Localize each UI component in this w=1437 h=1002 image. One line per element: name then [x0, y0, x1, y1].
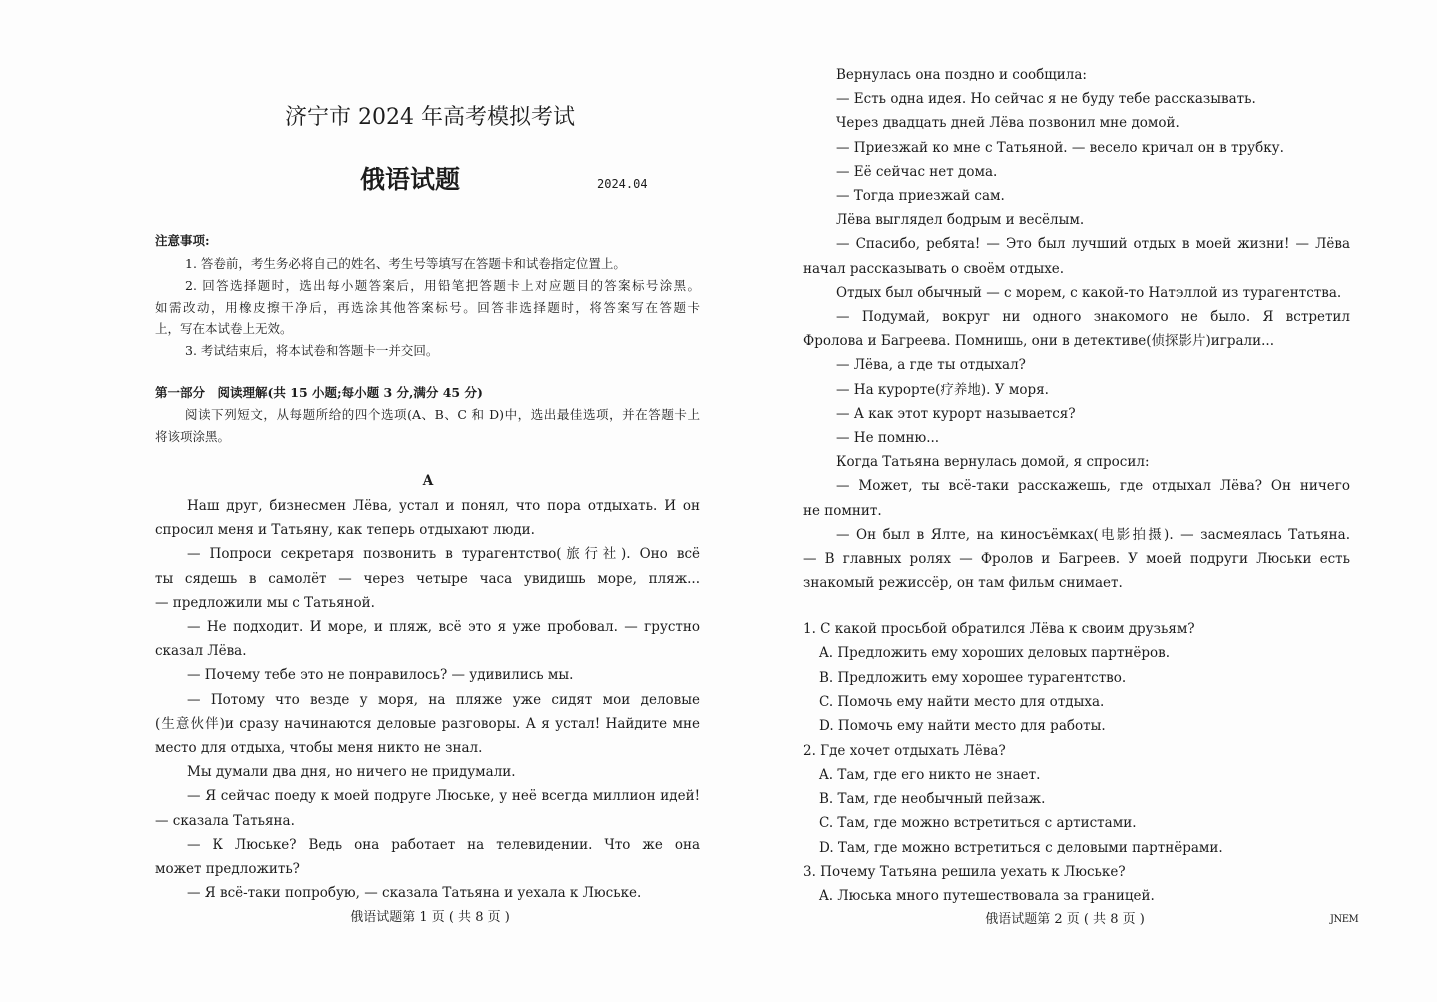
question-text: 2. Где хочет отдыхать Лёва? [803, 742, 1006, 759]
question-text: 3. Почему Татьяна решила уехать к Люське? [803, 864, 1126, 880]
instruction-line: 将该项涂黑。 [155, 429, 231, 444]
passage-line: Мы думали два дня, но ничего не придумали. [187, 764, 516, 781]
answer-option: A. Люська много путешествовала за границей. [819, 888, 1155, 905]
passage-line: не помнит. [803, 502, 882, 519]
notice-line: 3. 考试结束后，将本试卷和答题卡一并交回。 [185, 343, 439, 358]
passage-line: — В главных ролях — Фролов и Багреев. У моей подруги Люськи есть [803, 551, 1350, 567]
passage-line: спросил меня и Татьяну, как теперь отдыхают люди. [155, 522, 535, 539]
page2-footer: 俄语试题第 2 页 ( 共 8 页 ) [985, 912, 1145, 927]
passage-line: — Подумай, вокруг ни одного знакомого не было. Я встретил [836, 309, 1350, 325]
passage-line: — На курорте(疗养地). У моря. [836, 381, 1049, 398]
notice-line: 1. 答卷前，考生务必将自己的姓名、考生号等填写在答题卡和试卷指定位置上。 [185, 256, 626, 271]
notice-line: 2. 回答选择题时，选出每小题答案后，用铅笔把答题卡上对应题目的答案标号涂黑。 [185, 278, 700, 293]
notice-line: 如需改动，用橡皮擦干净后，再选涂其他答案标号。回答非选择题时，将答案写在答题卡 [155, 300, 700, 315]
passage-line: (生意伙伴)и сразу начинаются деловые разговоры. А я устал! Найдите мне [155, 715, 700, 732]
passage-line: начал рассказывать о своём отдыхе. [803, 260, 1065, 277]
exam-date: 2024.04 [597, 177, 648, 191]
answer-option: C. Там, где можно встретиться с артистами. [819, 815, 1137, 832]
passage-line: Наш друг, бизнесмен Лёва, устал и понял, что пора отдыхать. И он [187, 498, 700, 514]
passage-line: место для отдыха, чтобы меня никто не знал. [155, 740, 483, 756]
passage-line: — Не подходит. И море, и пляж, всё это я уже пробовал. — грустно [187, 619, 700, 635]
exam-title: 济宁市 2024 年高考模拟考试 [285, 105, 575, 130]
passage-line: — Тогда приезжай сам. [836, 188, 1005, 204]
scan-mark: JNEM [1330, 914, 1359, 925]
passage-line: Когда Татьяна вернулась домой, я спросил: [836, 454, 1150, 471]
page1-footer: 俄语试题第 1 页 ( 共 8 页 ) [350, 910, 510, 925]
notice-line: 上，写在本试卷上无效。 [155, 321, 293, 336]
instruction-line: 阅读下列短文，从每题所给的四个选项(A、B、C 和 D)中，选出最佳选项，并在答题卡上 [185, 407, 700, 422]
passage-line: — Он был в Ялте, на киносъёмках(电影拍摄). — засмеялась Татьяна. [836, 526, 1350, 543]
passage-line: — Потому что везде у моря, на пляже уже сидят мои деловые [187, 691, 700, 708]
passage-line: — А как этот курорт называется? [836, 405, 1076, 422]
notice-heading: 注意事项: [155, 233, 210, 248]
passage-line: — Её сейчас нет дома. [836, 163, 998, 180]
passage-line: — Я сейчас поеду к моей подруге Люське, у неё всегда миллион идей! [187, 788, 700, 805]
passage-line: знакомый режиссёр, он там фильм снимает. [803, 575, 1123, 592]
exam-subtitle: 俄语试题 [359, 165, 460, 194]
passage-line: — Спасибо, ребята! — Это был лучший отдых в моей жизни! — Лёва [836, 236, 1350, 253]
passage-line: — Может, ты всё-таки расскажешь, где отдыхал Лёва? Он ничего [836, 478, 1350, 495]
passage-line: — Приезжай ко мне с Татьяной. — весело кричал он в трубку. [836, 139, 1284, 156]
passage-line: — Не помню... [836, 430, 940, 446]
question-text: 1. С какой просьбой обратился Лёва к своим друзьям? [803, 621, 1195, 637]
answer-option: D. Помочь ему найти место для работы. [819, 718, 1106, 735]
answer-option: B. Предложить ему хорошее турагентство. [819, 669, 1127, 686]
passage-line: — Есть одна идея. Но сейчас я не буду тебе рассказывать. [836, 91, 1256, 108]
passage-line: Лёва выглядел бодрым и весёлым. [836, 212, 1085, 229]
passage-line: ты сядешь в самолёт — через четыре часа увидишь море, пляж... [155, 570, 700, 587]
answer-option: A. Там, где его никто не знает. [819, 766, 1041, 783]
passage-line: сказал Лёва. [155, 643, 247, 660]
passage-line: Отдых был обычный — с морем, с какой-то Натэллой из турагентства. [836, 284, 1342, 301]
passage-line: — К Люське? Ведь она работает на телевидении. Что же она [187, 836, 700, 853]
passage-label: A [422, 473, 434, 489]
answer-option: A. Предложить ему хороших деловых партнёров. [819, 645, 1171, 662]
passage-line: — Я всё-таки попробую, — сказала Татьяна и уехала к Люське. [187, 885, 642, 902]
passage-line: Через двадцать дней Лёва позвонил мне домой. [836, 115, 1180, 132]
passage-line: — предложили мы с Татьяной. [155, 594, 375, 611]
answer-option: C. Помочь ему найти место для отдыха. [819, 693, 1105, 710]
passage-line: может предложить? [155, 861, 300, 877]
answer-option: B. Там, где необычный пейзаж. [819, 791, 1046, 808]
passage-line: — Попроси секретаря позвонить в турагентство(旅行社). Оно всё [187, 546, 700, 563]
passage-line: Вернулась она поздно и сообщила: [836, 67, 1087, 83]
section-heading: 第一部分 阅读理解(共 15 小题;每小题 3 分,满分 45 分) [155, 385, 483, 400]
passage-line: — Лёва, а где ты отдыхал? [836, 357, 1026, 374]
passage-line: — сказала Татьяна. [155, 812, 295, 829]
passage-line: — Почему тебе это не понравилось? — удивились мы. [187, 667, 574, 684]
answer-option: D. Там, где можно встретиться с деловыми партнёрами. [819, 839, 1223, 856]
passage-line: Фролова и Багреева. Помнишь, они в детективе(侦探影片)играли... [803, 333, 1274, 350]
